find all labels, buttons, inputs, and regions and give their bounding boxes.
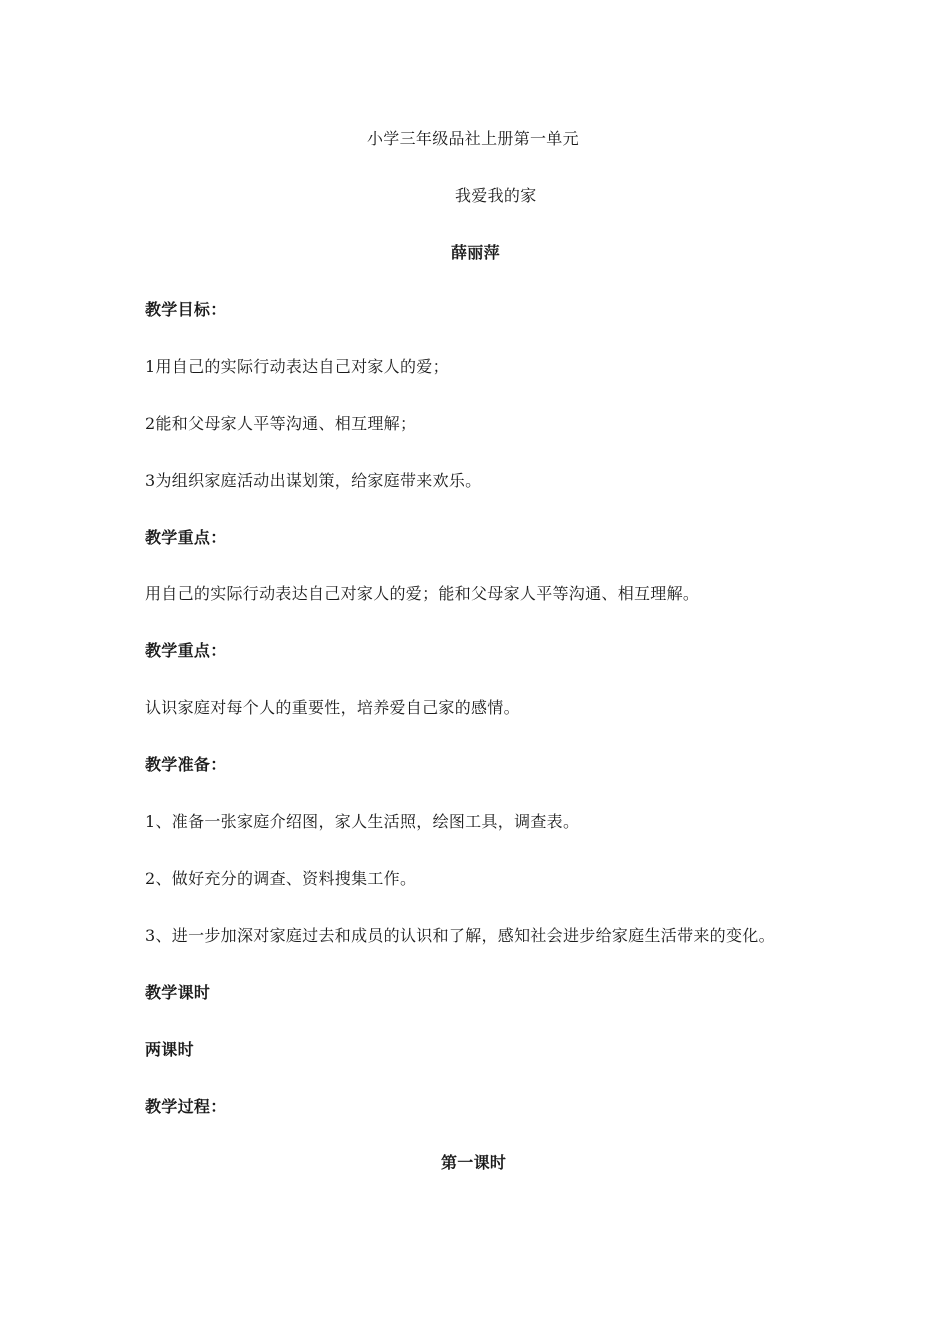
periods-text: 两课时 [145, 1040, 194, 1059]
author-name: 薛丽萍 [451, 243, 500, 262]
objective-item: 3为组织家庭活动出谋划策，给家庭带来欢乐。 [145, 471, 482, 490]
difficult-points-text: 认识家庭对每个人的重要性，培养爱自己家的感情。 [145, 698, 520, 717]
periods-heading: 教学课时 [145, 983, 211, 1002]
preparation-item: 2、做好充分的调查、资料搜集工作。 [145, 869, 417, 888]
key-points-text: 用自己的实际行动表达自己对家人的爱；能和父母家人平等沟通、相互理解。 [145, 584, 700, 603]
preparation-item: 1、准备一张家庭介绍图，家人生活照，绘图工具，调查表。 [145, 812, 580, 831]
document-title: 小学三年级品社上册第一单元 [367, 129, 579, 148]
document-subtitle: 我爱我的家 [455, 186, 537, 205]
difficult-points-heading: 教学重点： [145, 641, 227, 660]
key-points-heading: 教学重点： [145, 528, 227, 547]
objective-item: 2能和父母家人平等沟通、相互理解； [145, 414, 417, 433]
preparation-heading: 教学准备： [145, 755, 227, 774]
objective-item: 1用自己的实际行动表达自己对家人的爱； [145, 357, 449, 376]
objectives-heading: 教学目标： [145, 300, 227, 319]
preparation-item: 3、进一步加深对家庭过去和成员的认识和了解，感知社会进步给家庭生活带来的变化。 [145, 926, 775, 945]
process-heading: 教学过程： [145, 1097, 227, 1116]
first-period-heading: 第一课时 [441, 1153, 507, 1172]
